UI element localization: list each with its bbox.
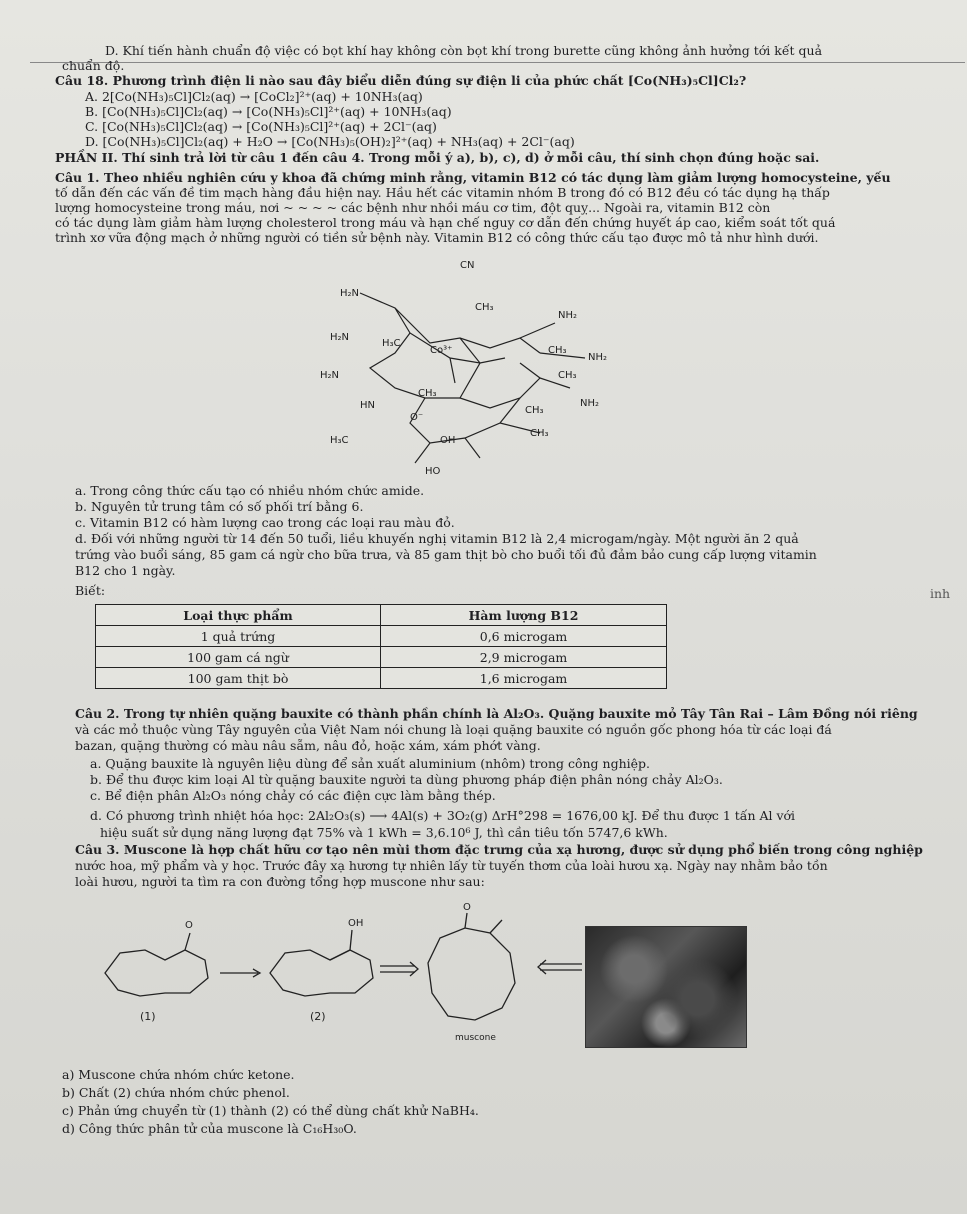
q1-line-1 [55,170,891,185]
q3-line-3: loài hươu, người ta tìm ra con đường tổng hợp muscone như sau: [75,874,485,889]
compound-1-label: (1) [140,1010,156,1023]
label-h2n-2: H₂N [330,332,350,343]
b12-content-table [95,604,667,689]
oh-label: OH [348,918,364,929]
cell-b12: 2,9 microgam [381,647,667,668]
q3-statement-a: a) Muscone chứa nhóm chức ketone. [62,1067,295,1082]
vitamin-b12-structure [300,248,620,478]
q2-statement-d-2: hiệu suất sử dụng năng lượng đạt 75% và 1 kWh = 3,6.10⁶ J, thì cần tiêu tốn 5747,6 kWh. [100,825,668,840]
q3-line-2: nước hoa, mỹ phẩm và y học. Trước đây xạ hương tự nhiên lấy từ tuyến thơm của loài hươu xạ. Ngày nay nhằm bảo tồn [75,858,828,873]
q1-statement-c: c. Vitamin B12 có hàm lượng cao trong các loại rau màu đỏ. [75,515,455,530]
q18-option-d: D. [Co(NH₃)₅Cl]Cl₂(aq) + H₂O → [Co(NH₃)₅(OH)₂]²⁺(aq) + NH₃(aq) + 2Cl⁻(aq) [85,134,575,149]
given-label: Biết: [75,583,106,598]
q1-line-2: tố dẫn đến các vấn đề tim mạch hàng đầu hiện nay. Hầu hết các vitamin nhóm B trong đó có B12 đều có tác dụng hạ thấp [55,185,830,200]
q3-statement-b: b) Chất (2) chứa nhóm chức phenol. [62,1085,290,1100]
compound-2-label: (2) [310,1010,326,1023]
option-d-prev-cont: chuẩn độ. [62,58,125,73]
part-2-heading: PHẦN II. Thí sinh trả lời từ câu 1 đến câu 4. Trong mỗi ý a), b), c), d) ở mỗi câu, thí sinh chọn đúng hoặc sai. [55,150,820,165]
label-ch3-3: CH₃ [558,370,577,381]
label-oh: OH [440,435,456,446]
q18-option-a: A. 2[Co(NH₃)₅Cl]Cl₂(aq) → [CoCl₂]²⁺(aq) + 10NH₃(aq) [85,89,423,104]
q2-statement-b: b. Để thu được kim loại Al từ quặng bauxite người ta dùng phương pháp điện phân nóng chảy Al₂O₃. [90,772,723,787]
q2-line-3: bazan, quặng thường có màu nâu sẫm, nâu đỏ, hoặc xám, xám phớt vàng. [75,738,541,753]
header-b12: Hàm lượng B12 [381,605,667,626]
label-nh2-1: NH₂ [558,310,578,321]
label-hn: HN [360,400,375,411]
q3-statement-d: d) Công thức phân tử của muscone là C₁₆H₃₀O. [62,1121,357,1136]
q18-option-b: B. [Co(NH₃)₅Cl]Cl₂(aq) → [Co(NH₃)₅Cl]²⁺(aq) + 10NH₃(aq) [85,104,452,119]
muscone-label: muscone [455,1033,496,1043]
q2-line-2: và các mỏ thuộc vùng Tây nguyên của Việt Nam nói chung là loại quặng bauxite có nguồn gốc phong hóa từ các loại đá [75,722,832,737]
q18-option-c: C. [Co(NH₃)₅Cl]Cl₂(aq) → [Co(NH₃)₅Cl]²⁺(aq) + 2Cl⁻(aq) [85,119,437,134]
label-h2n-1: H₂N [340,288,360,299]
label-nh2-3: NH₂ [580,398,600,409]
question-2: Câu 2. Trong tự nhiên quặng bauxite có thành phần chính là Al₂O₃. Quặng bauxite mỏ Tây Tân Rai – Lâm Đồng nói riêng [75,706,918,721]
label-h3c-2: H₃C [330,435,349,446]
ketone-o-2: O [463,902,471,913]
q1-statement-d-3: B12 cho 1 ngày. [75,563,176,578]
q1-statement-d-2: trứng vào buổi sáng, 85 gam cá ngừ cho bữa trưa, và 85 gam thịt bò cho buổi tối đủ đảm bảo cung cấp lượng vitamin [75,547,817,562]
table-header-row [96,605,667,626]
label-ho: HO [425,466,441,477]
q2-statement-c: c. Bể điện phân Al₂O₃ nóng chảy có các điện cực làm bằng thép. [90,788,496,803]
label-ch3-6: CH₃ [530,428,549,439]
q1-statement-a: a. Trong công thức cấu tạo có nhiều nhóm chức amide. [75,483,425,498]
label-h2n-3: H₂N [320,370,340,381]
label-cn: CN [460,260,475,271]
question-18: Câu 18. Phương trình điện li nào sau đây biểu diễn đúng sự điện li của phức chất [Co(NH₃)₅Cl]Cl₂? [55,73,747,88]
label-co: Co³⁺ [430,345,453,356]
q2-statement-d-1: d. Có phương trình nhiệt hóa học: 2Al₂O₃(s) ⟶ 4Al(s) + 3O₂(g) ΔrH°298 = 1676,00 kJ. Để thu được 1 tấn Al với [90,808,796,823]
musk-deer-photo [585,926,747,1048]
ketone-o-1: O [185,920,193,931]
q1-statement-b: b. Nguyên tử trung tâm có số phối trí bằng 6. [75,499,364,514]
table-row [96,647,667,668]
edge-text: inh [930,586,951,601]
question-3: Câu 3. Muscone là hợp chất hữu cơ tạo nên mùi thơm đặc trưng của xạ hương, được sử dụng phổ biến trong công nghiệp [75,842,923,857]
label-ch3-2: CH₃ [548,345,567,356]
label-nh2-2: NH₂ [588,352,608,363]
q1-line-5: trình xơ vữa động mạch ở những người có tiền sử bệnh này. Vitamin B12 có công thức cấu tạo được mô tả như hình dưới. [55,230,819,245]
label-ch3-1: CH₃ [475,302,494,313]
option-d-prev: D. Khí tiến hành chuẩn độ việc có bọt khí hay không còn bọt khí trong burette cũng không ảnh hưởng tới kết quả [105,43,823,58]
top-divider [30,62,965,63]
label-h3c-1: H₃C [382,338,401,349]
header-food: Loại thực phẩm [96,605,381,626]
q3-statement-c: c) Phản ứng chuyển từ (1) thành (2) có thể dùng chất khử NaBH₄. [62,1103,479,1118]
cell-b12: 1,6 microgam [381,668,667,689]
q1-text: Câu 1. Theo nhiều nghiên cứu y khoa đã chứng minh rằng, vitamin B12 có tác dụng làm giảm lượng homocysteine, yếu [55,170,891,185]
label-ch3-5: CH₃ [525,405,544,416]
cell-b12: 0,6 microgam [381,626,667,647]
muscone-synthesis-scheme [90,898,590,1048]
label-o-minus: O⁻ [410,412,424,423]
cell-food: 100 gam thịt bò [96,668,381,689]
table-row [96,668,667,689]
q1-statement-d-1: d. Đối với những người từ 14 đến 50 tuổi, liều khuyến nghị vitamin B12 là 2,4 microgam/ngày. Một người ăn 2 quả [75,531,799,546]
q2-statement-a: a. Quặng bauxite là nguyên liệu dùng để sản xuất aluminium (nhôm) trong công nghiệp. [90,756,650,771]
q1-line-3: lượng homocysteine trong máu, nơi ~ ~ ~ ~ các bệnh như nhồi máu cơ tim, đột quỵ... Ngoài ra, vitamin B12 còn [55,200,771,215]
cell-food: 1 quả trứng [96,626,381,647]
label-ch3-4: CH₃ [418,388,437,399]
q1-line-4: có tác dụng làm giảm hàm lượng cholesterol trong máu và hạn chế nguy cơ dẫn đến chứng huyết áp cao, kiểm soát tốt quá [55,215,836,230]
table-row [96,626,667,647]
cell-food: 100 gam cá ngừ [96,647,381,668]
